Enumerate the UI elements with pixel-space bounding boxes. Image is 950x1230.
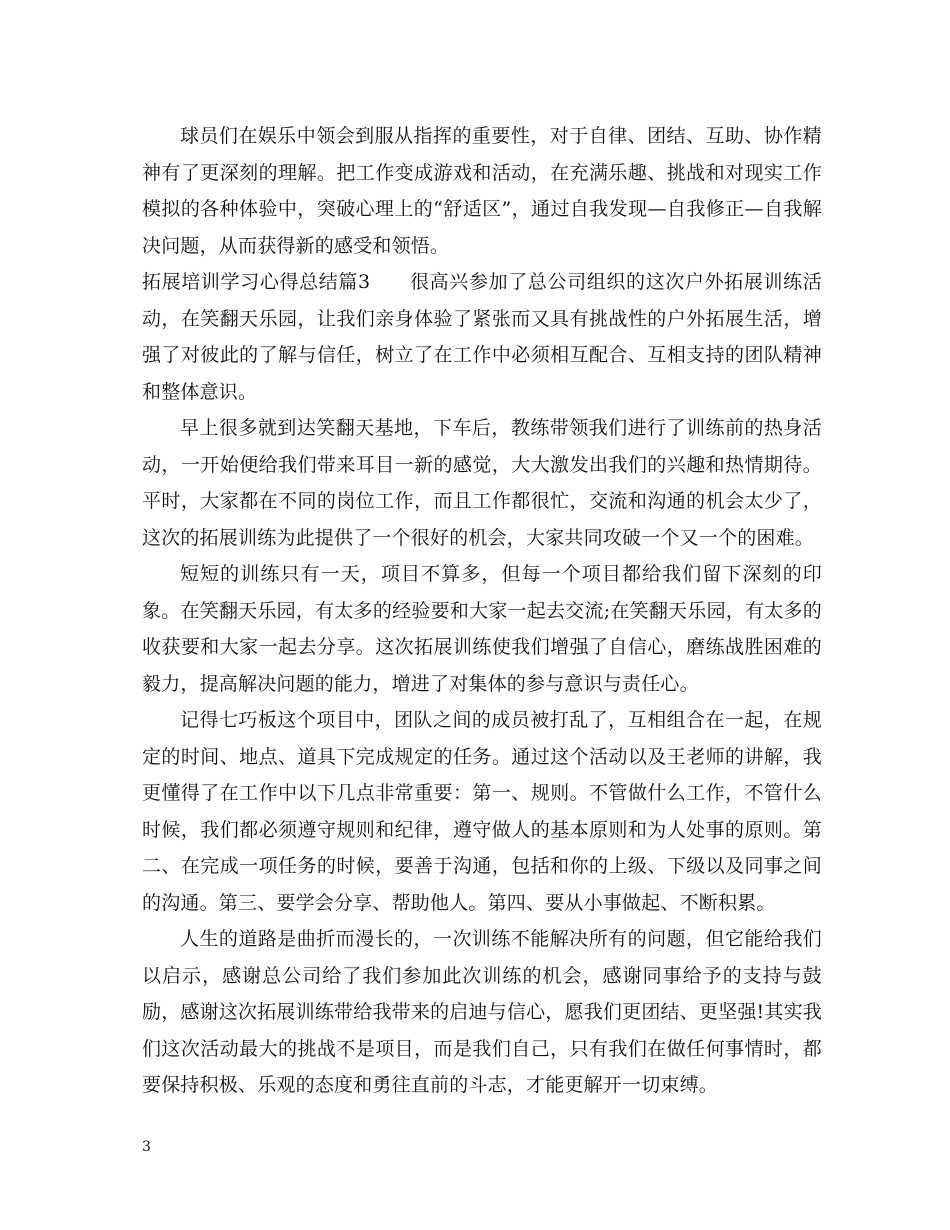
paragraph: 记得七巧板这个项目中，团队之间的成员被打乱了，互相组合在一起，在规定的时间、地点、道具下完成规定的任务。通过这个活动以及王老师的讲解，我更懂得了在工作中以下几点非常重要：第一、规则。不管做什么工作，不管什么时候，我们都必须遵守规则和纪律，遵守做人的基本原则和为人处事的原则。第二、在完成一项任务的时候，要善于沟通，包括和你的上级、下级以及同事之间的沟通。第三、要学会分享、帮助他人。第四、要从小事做起、不断积累。 bbox=[142, 709, 822, 914]
paragraph: 早上很多就到达笑翻天基地，下车后，教练带领我们进行了训练前的热身活动，一开始便给我们带来耳目一新的感觉，大大激发出我们的兴趣和热情期待。平时，大家都在不同的岗位工作，而且工作都很忙，交流和沟通的机会太少了，这次的拓展训练为此提供了一个很好的机会，大家共同攻破一个又一个的困难。 bbox=[142, 417, 822, 549]
paragraph: 人生的道路是曲折而漫长的，一次训练不能解决所有的问题，但它能给我们以启示，感谢总公司给了我们参加此次训练的机会，感谢同事给予的支持与鼓励，感谢这次拓展训练带给我带来的启迪与信心，愿我们更团结、更坚强!其实我们这次活动最大的挑战不是项目，而是我们自己，只有我们在做任何事情时，都要保持积极、乐观的态度和勇往直前的斗志，才能更解开一切束缚。 bbox=[142, 928, 822, 1096]
page-number: 3 bbox=[142, 1139, 151, 1155]
paragraph: 球员们在娱乐中领会到服从指挥的重要性，对于自律、团结、互助、协作精神有了更深刻的理解。把工作变成游戏和活动，在充满乐趣、挑战和对现实工作模拟的各种体验中，突破心理上的“舒适区”，通过自我发现—自我修正—自我解决问题，从而获得新的感受和领悟。 bbox=[142, 125, 822, 257]
paragraph: 短短的训练只有一天，项目不算多，但每一个项目都给我们留下深刻的印象。在笑翻天乐园，有太多的经验要和大家一起去交流;在笑翻天乐园，有太多的收获要和大家一起去分享。这次拓展训练使我们增强了自信心，磨练战胜困难的毅力，提高解决问题的能力，增进了对集体的参与意识与责任心。 bbox=[142, 563, 822, 695]
document-body bbox=[142, 118, 822, 1104]
section-heading-paragraph: 拓展培训学习心得总结篇3 很高兴参加了总公司组织的这次户外拓展训练活动，在笑翻天乐园，让我们亲身体验了紧张而又具有挑战性的户外拓展生活，增强了对彼此的了解与信任，树立了在工作中必须相互配合、互相支持的团队精神和整体意识。 bbox=[142, 271, 822, 403]
